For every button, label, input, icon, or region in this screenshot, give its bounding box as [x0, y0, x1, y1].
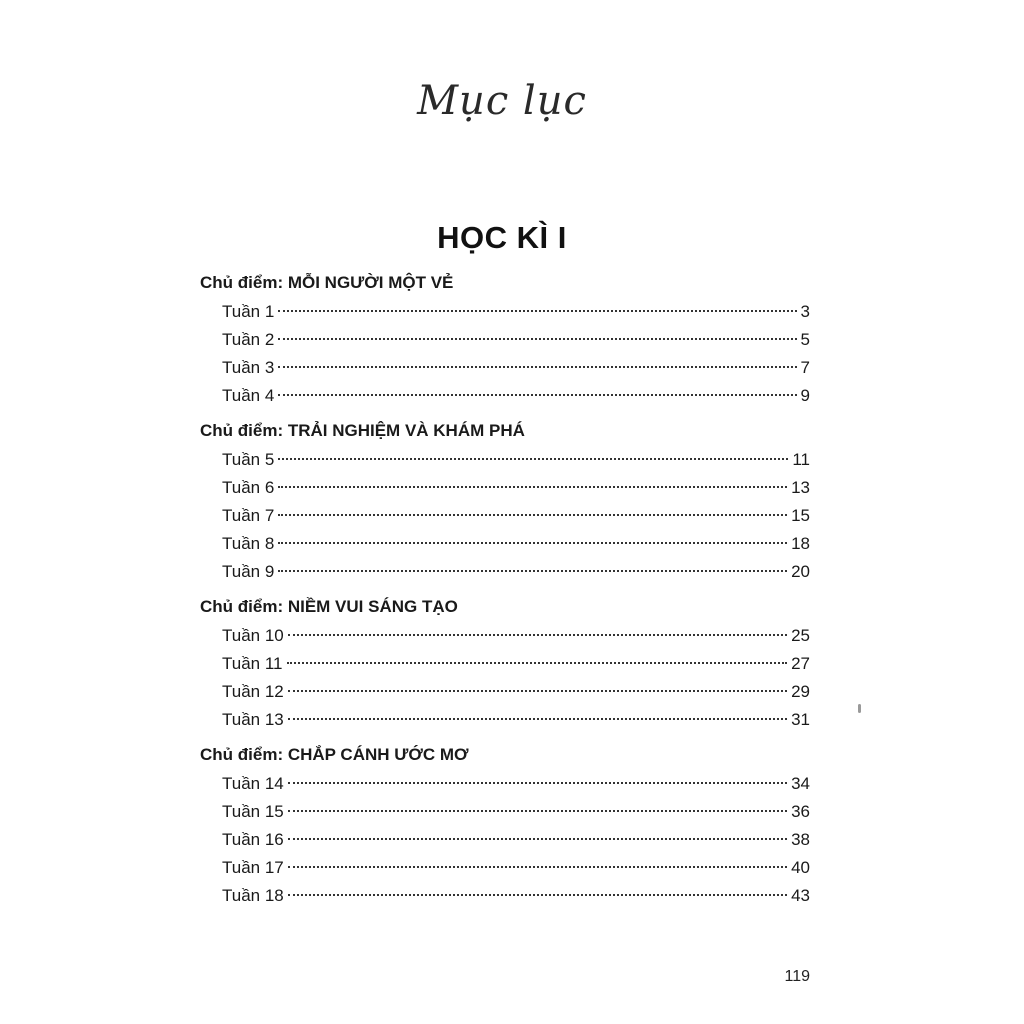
- term-heading: HỌC KÌ I: [437, 220, 567, 255]
- dot-leader: [288, 634, 787, 636]
- toc-entry[interactable]: [222, 770, 810, 798]
- dot-leader: [278, 458, 788, 460]
- toc-entry-label: Tuần 17: [222, 858, 284, 877]
- toc-entry-page: 3: [800, 302, 810, 321]
- toc-entry[interactable]: [222, 798, 810, 826]
- toc-entry-label: Tuần 11: [222, 654, 283, 673]
- toc-entry-page: 34: [791, 774, 810, 793]
- toc-entry-label: Tuần 9: [222, 562, 275, 581]
- dot-leader: [278, 394, 796, 396]
- toc-entry[interactable]: [222, 678, 810, 706]
- toc-entry-label: Tuần 12: [222, 682, 284, 701]
- toc-entry-page: 9: [800, 386, 810, 405]
- dot-leader: [288, 838, 787, 840]
- scan-speck: [858, 704, 861, 713]
- toc-entry-page: 7: [800, 358, 810, 377]
- toc-entry-label: Tuần 13: [222, 710, 284, 729]
- toc-entry-page: 5: [800, 330, 810, 349]
- page-number: 119: [784, 968, 810, 985]
- dot-leader: [278, 542, 787, 544]
- dot-leader: [288, 782, 787, 784]
- toc-entry[interactable]: [222, 826, 810, 854]
- toc-entry[interactable]: [222, 446, 810, 474]
- toc-entry-label: Tuần 2: [222, 330, 275, 349]
- dot-leader: [278, 514, 787, 516]
- toc-entry-page: 29: [791, 682, 810, 701]
- dot-leader: [287, 662, 788, 664]
- toc-entry-page: 18: [791, 534, 810, 553]
- section-heading: Chủ điểm: NIỀM VUI SÁNG TẠO: [200, 597, 458, 616]
- toc-entry[interactable]: [222, 706, 810, 734]
- toc-section: [200, 592, 810, 734]
- toc-section: [200, 740, 810, 910]
- dot-leader: [278, 338, 796, 340]
- toc-entry-label: Tuần 6: [222, 478, 275, 497]
- toc-entry[interactable]: [222, 298, 810, 326]
- toc-entry-page: 43: [791, 886, 810, 905]
- dot-leader: [278, 366, 796, 368]
- toc-entry-label: Tuần 5: [222, 450, 275, 469]
- toc-entry-page: 38: [791, 830, 810, 849]
- dot-leader: [288, 894, 787, 896]
- section-heading: Chủ điểm: TRẢI NGHIỆM VÀ KHÁM PHÁ: [200, 421, 525, 440]
- toc-entry-label: Tuần 3: [222, 358, 275, 377]
- toc-entry-label: Tuần 10: [222, 626, 284, 645]
- toc-entry-page: 15: [791, 506, 810, 525]
- section-heading: Chủ điểm: MỖI NGƯỜI MỘT VẺ: [200, 273, 454, 292]
- dot-leader: [288, 866, 787, 868]
- dot-leader: [278, 310, 796, 312]
- toc-entry[interactable]: [222, 354, 810, 382]
- section-heading: Chủ điểm: CHẮP CÁNH ƯỚC MƠ: [200, 745, 469, 764]
- toc-entry-page: 11: [792, 450, 810, 469]
- toc-section: [200, 268, 810, 410]
- toc-entry-page: 36: [791, 802, 810, 821]
- toc-entry[interactable]: [222, 622, 810, 650]
- dot-leader: [278, 570, 787, 572]
- toc-entry-page: 27: [791, 654, 810, 673]
- toc-entry-label: Tuần 14: [222, 774, 284, 793]
- toc-entry-label: Tuần 8: [222, 534, 275, 553]
- toc-entry[interactable]: [222, 502, 810, 530]
- toc-entry[interactable]: [222, 854, 810, 882]
- toc-entry-label: Tuần 4: [222, 386, 275, 405]
- toc-entry[interactable]: [222, 558, 810, 586]
- toc-entry[interactable]: [222, 882, 810, 910]
- table-of-contents: [200, 268, 810, 916]
- toc-entry[interactable]: [222, 530, 810, 558]
- dot-leader: [278, 486, 787, 488]
- dot-leader: [288, 810, 787, 812]
- toc-entry-page: 20: [791, 562, 810, 581]
- toc-entry-page: 13: [791, 478, 810, 497]
- toc-entry[interactable]: [222, 650, 810, 678]
- toc-section: [200, 416, 810, 586]
- toc-entry-label: Tuần 16: [222, 830, 284, 849]
- toc-entry[interactable]: [222, 474, 810, 502]
- toc-entry-page: 31: [791, 710, 810, 729]
- toc-entry-label: Tuần 7: [222, 506, 275, 525]
- toc-entry-label: Tuần 1: [222, 302, 275, 321]
- toc-entry[interactable]: [222, 382, 810, 410]
- dot-leader: [288, 690, 787, 692]
- page-title: Mục lục: [417, 78, 587, 124]
- dot-leader: [288, 718, 787, 720]
- toc-entry-page: 40: [791, 858, 810, 877]
- toc-entry-label: Tuần 15: [222, 802, 284, 821]
- toc-entry-label: Tuần 18: [222, 886, 284, 905]
- toc-entry[interactable]: [222, 326, 810, 354]
- toc-entry-page: 25: [791, 626, 810, 645]
